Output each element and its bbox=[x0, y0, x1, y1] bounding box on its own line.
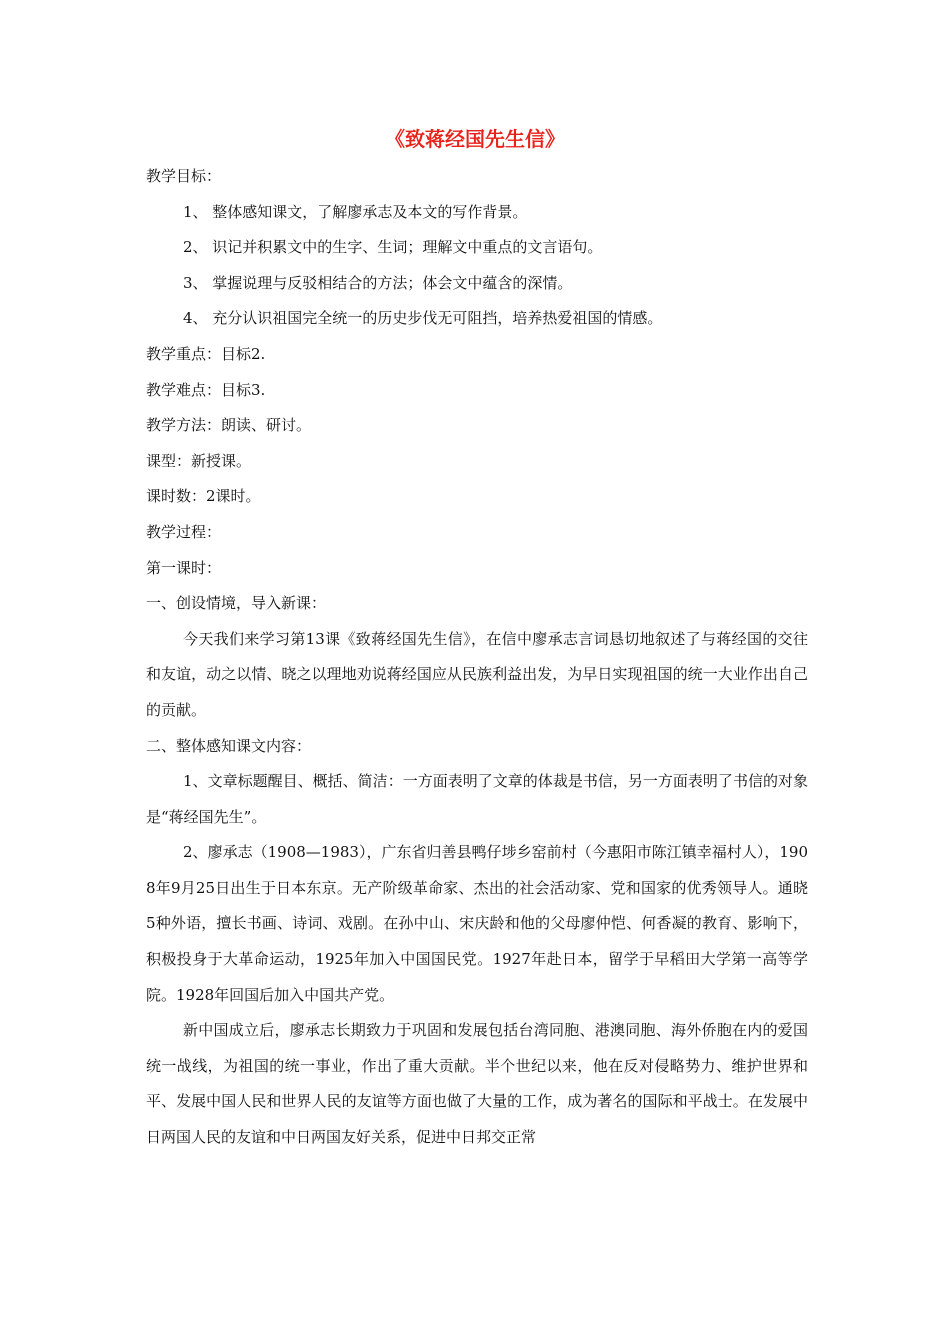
paragraph: 教学过程： bbox=[146, 522, 222, 541]
paragraph: 教学重点：目标2. bbox=[146, 344, 266, 363]
paragraph: 1、文章标题醒目、概括、简洁：一方面表明了文章的体裁是书信，另一方面表明了书信的对象是“蒋经国先生”。 bbox=[146, 772, 808, 826]
paragraph: 新中国成立后，廖承志长期致力于巩固和发展包括台湾同胞、港澳同胞、海外侨胞在内的爱国统一战线，为祖国的统一事业，作出了重大贡献。半个世纪以来，他在反对侵略势力、维护世界和平、发展中国人民和世界人民的友谊等方面也做了大量的工作，成为著名的国际和平战士。在发展中日两国人民的友谊和中日两国友好关系，促进中日邦交正常 bbox=[146, 1021, 808, 1147]
paragraph: 今天我们来学习第13课《致蒋经国先生信》，在信中廖承志言词恳切地叙述了与蒋经国的交往和友谊，动之以情、晓之以理地劝说蒋经国应从民族利益出发，为早日实现祖国的统一大业作出自己的贡献。 bbox=[146, 629, 808, 719]
paragraph: 教学难点：目标3. bbox=[146, 380, 266, 399]
paragraph: 一、创设情境，导入新课： bbox=[146, 594, 327, 613]
paragraph: 课型：新授课。 bbox=[146, 451, 252, 470]
paragraph: 课时数：2课时。 bbox=[146, 487, 261, 506]
paragraph: 4、 充分认识祖国完全统一的历史步伐无可阻挡，培养热爱祖国的情感。 bbox=[183, 309, 663, 328]
paragraph: 教学目标： bbox=[146, 167, 222, 185]
paragraph: 教学方法：朗读、研讨。 bbox=[146, 416, 312, 435]
paragraph: 二、整体感知课文内容： bbox=[146, 736, 312, 755]
paragraph: 2、 识记并积累文中的生字、生词；理解文中重点的文言语句。 bbox=[183, 238, 603, 257]
paragraph: 1、 整体感知课文，了解廖承志及本文的写作背景。 bbox=[183, 202, 528, 221]
paragraph: 2、廖承志（1908—1983），广东省归善县鸭仔埗乡窑前村（今惠阳市陈江镇幸福村人），1908年9月25日出生于日本东京。无产阶级革命家、杰出的社会活动家、党和国家的优秀领导人。通晓5种外语，擅长书画、诗词、戏剧。在孙中山、宋庆龄和他的父母廖仲恺、何香凝的教育、影响下，积极投身于大革命运动，1925年加入中国国民党。1927年赴日本，留学于早稻田大学第一高等学院。1928年回国后加入中国共产党。 bbox=[146, 843, 808, 1004]
document-body bbox=[146, 159, 808, 1156]
document-title: 《致蒋经国先生信》 bbox=[385, 127, 565, 151]
paragraph: 3、 掌握说理与反驳相结合的方法；体会文中蕴含的深情。 bbox=[183, 273, 573, 292]
paragraph: 第一课时： bbox=[146, 558, 222, 577]
